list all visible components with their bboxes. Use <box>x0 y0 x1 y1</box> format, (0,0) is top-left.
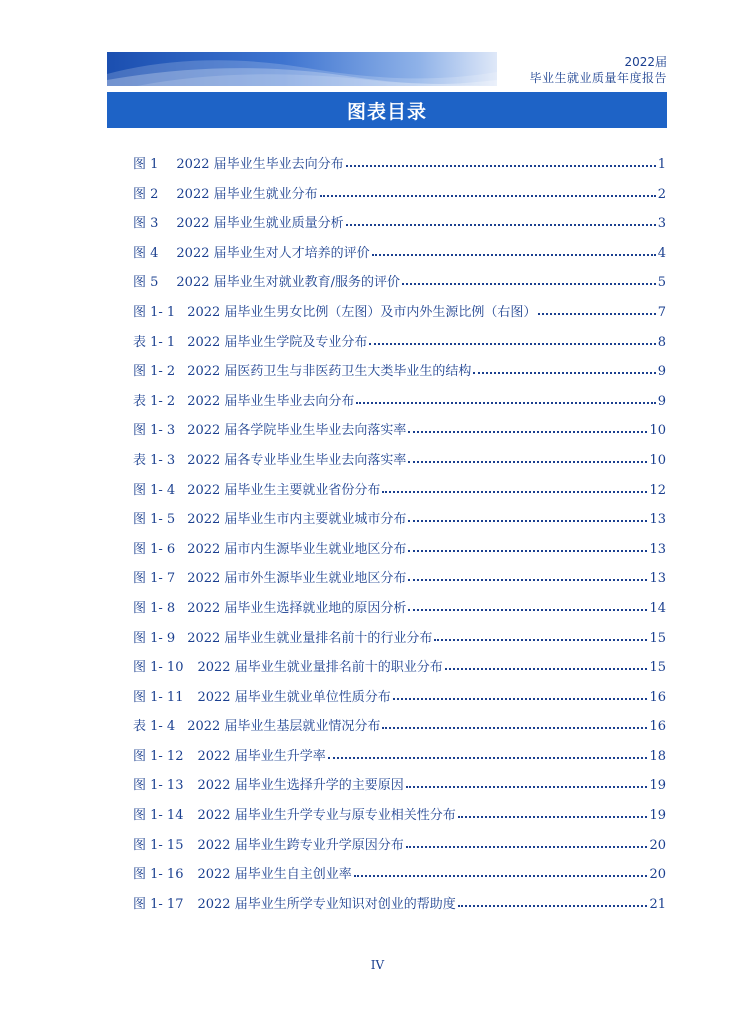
toc-entry-title: 2022 届毕业生就业质量分析 <box>176 216 344 232</box>
toc-entry[interactable] <box>133 744 666 774</box>
dot-leader <box>408 447 647 463</box>
dot-leader <box>473 358 655 374</box>
toc-entry-page: 9 <box>657 393 666 409</box>
toc-entry-page: 1 <box>657 157 666 172</box>
toc-entry[interactable] <box>133 330 666 360</box>
toc-entry[interactable] <box>133 182 666 212</box>
toc-entry-label: 图 1- 16 <box>133 867 184 883</box>
dot-leader <box>382 713 647 729</box>
toc-entry-label: 图 1- 5 <box>133 512 176 528</box>
dot-leader <box>393 684 648 700</box>
toc-entry-page: 14 <box>649 600 666 616</box>
toc-entry[interactable] <box>133 803 666 833</box>
toc-entry-label: 表 1- 4 <box>133 719 176 735</box>
report-title: 毕业生就业质量年度报告 <box>529 71 667 85</box>
toc-entry-page: 20 <box>649 837 666 853</box>
toc-entry-label: 图 1 <box>133 157 159 172</box>
report-year: 2022届 <box>624 55 667 69</box>
dot-leader <box>354 861 648 877</box>
toc-entry-title: 2022 届毕业生就业单位性质分布 <box>197 689 391 705</box>
toc-entry-title: 2022 届毕业生主要就业省份分布 <box>187 482 381 498</box>
toc-entry-title: 2022 届毕业生选择就业地的原因分析 <box>187 600 407 616</box>
toc-entry-label: 图 1- 10 <box>133 660 184 676</box>
dot-leader <box>538 299 655 315</box>
toc-entry-title: 2022 届毕业生升学率 <box>197 748 326 764</box>
toc-entry[interactable] <box>133 478 666 508</box>
toc-entry-page: 4 <box>657 245 666 261</box>
toc-entry-label: 图 1- 6 <box>133 541 176 557</box>
dot-leader <box>382 477 647 493</box>
dot-leader <box>445 654 648 670</box>
toc-entry-label: 图 1- 15 <box>133 837 184 853</box>
toc-entry-title: 2022 届市内生源毕业生就业地区分布 <box>187 541 407 557</box>
dot-leader <box>406 832 648 848</box>
toc-entry-title: 2022 届毕业生基层就业情况分布 <box>187 719 381 735</box>
toc-entry-page: 20 <box>649 867 666 883</box>
toc-entry[interactable] <box>133 655 666 685</box>
toc-entry[interactable] <box>133 537 666 567</box>
toc-entry[interactable] <box>133 833 666 863</box>
toc-entry-label: 图 1- 17 <box>133 896 184 912</box>
wave-decoration <box>107 52 497 86</box>
toc-entry[interactable] <box>133 270 666 300</box>
toc-entry-page: 7 <box>657 304 666 320</box>
toc-entry-label: 图 1- 14 <box>133 808 184 824</box>
toc-entry-title: 2022 届毕业生自主创业率 <box>197 867 352 883</box>
toc-entry-title: 2022 届各专业毕业生毕业去向落实率 <box>187 452 407 468</box>
toc-entry-title: 2022 届毕业生升学专业与原专业相关性分布 <box>197 808 456 824</box>
dot-leader <box>346 151 656 167</box>
toc-entry[interactable] <box>133 685 666 715</box>
toc-entry-page: 10 <box>649 423 666 439</box>
header-banner <box>107 52 497 86</box>
toc-entry[interactable] <box>133 773 666 803</box>
toc-entry[interactable] <box>133 448 666 478</box>
toc-entry-title: 2022 届毕业生市内主要就业城市分布 <box>187 512 407 528</box>
toc-entry[interactable] <box>133 596 666 626</box>
toc-entry-page: 8 <box>657 334 666 350</box>
toc-entry-title: 2022 届毕业生就业量排名前十的职业分布 <box>197 660 443 676</box>
toc-entry-label: 图 4 <box>133 245 159 261</box>
section-title: 图表目录 <box>346 100 427 123</box>
toc-entry-page: 12 <box>649 482 666 498</box>
toc-entry-label: 图 1- 11 <box>133 689 184 705</box>
toc-entry-page: 19 <box>649 778 666 794</box>
toc-entry-page: 15 <box>649 660 666 676</box>
toc-entry-title: 2022 届各学院毕业生毕业去向落实率 <box>187 423 407 439</box>
dot-leader <box>406 772 648 788</box>
toc-entry-label: 图 1- 13 <box>133 778 184 794</box>
toc-entry[interactable] <box>133 507 666 537</box>
toc-entry-title: 2022 届毕业生毕业去向分布 <box>176 157 344 172</box>
dot-leader <box>408 536 647 552</box>
toc-entry[interactable] <box>133 359 666 389</box>
toc-entry-label: 图 2 <box>133 186 159 202</box>
toc-entry-label: 表 1- 1 <box>133 334 176 350</box>
page-number: IV <box>370 958 385 972</box>
dot-leader <box>346 210 656 226</box>
toc-entry-page: 5 <box>657 275 666 291</box>
dot-leader <box>369 329 655 345</box>
dot-leader <box>402 269 656 285</box>
toc-entry[interactable] <box>133 389 666 419</box>
toc-entry[interactable] <box>133 300 666 330</box>
toc-entry[interactable] <box>133 241 666 271</box>
toc-entry-label: 表 1- 2 <box>133 393 176 409</box>
dot-leader <box>356 388 655 404</box>
toc-entry-page: 19 <box>649 808 666 824</box>
toc-entry-page: 13 <box>649 512 666 528</box>
toc-entry-page: 2 <box>657 186 666 202</box>
toc-entry-title: 2022 届毕业生学院及专业分布 <box>187 334 368 350</box>
dot-leader <box>320 181 656 197</box>
dot-leader <box>408 595 647 611</box>
toc-entry[interactable] <box>133 418 666 448</box>
dot-leader <box>458 802 648 818</box>
toc-entry-page: 15 <box>649 630 666 646</box>
toc-entry-title: 2022 届毕业生所学专业知识对创业的帮助度 <box>197 896 456 912</box>
toc-entry[interactable] <box>133 152 666 182</box>
toc-entry[interactable] <box>133 566 666 596</box>
table-of-figures <box>133 152 666 921</box>
dot-leader <box>458 891 648 907</box>
toc-entry-label: 图 1- 9 <box>133 630 176 646</box>
toc-entry-page: 21 <box>649 896 666 912</box>
dot-leader <box>408 506 647 522</box>
toc-entry[interactable] <box>133 714 666 744</box>
toc-entry-title: 2022 届毕业生毕业去向分布 <box>187 393 355 409</box>
toc-entry-label: 图 3 <box>133 216 159 232</box>
dot-leader <box>372 240 656 256</box>
dot-leader <box>328 743 648 759</box>
toc-entry-title: 2022 届医药卫生与非医药卫生大类毕业生的结构 <box>187 364 472 380</box>
toc-entry-page: 16 <box>649 719 666 735</box>
toc-entry[interactable] <box>133 892 666 922</box>
toc-entry-title: 2022 届毕业生男女比例（左图）及市内外生源比例（右图） <box>187 304 537 320</box>
toc-entry-title: 2022 届毕业生就业量排名前十的行业分布 <box>187 630 433 646</box>
section-title-bar <box>107 92 667 128</box>
toc-entry-title: 2022 届毕业生对人才培养的评价 <box>176 245 370 261</box>
toc-entry-page: 13 <box>649 541 666 557</box>
toc-entry-title: 2022 届毕业生就业分布 <box>176 186 318 202</box>
toc-entry-label: 表 1- 3 <box>133 452 176 468</box>
toc-entry-label: 图 1- 12 <box>133 748 184 764</box>
dot-leader <box>434 625 647 641</box>
toc-entry[interactable] <box>133 862 666 892</box>
toc-entry-page: 18 <box>649 748 666 764</box>
dot-leader <box>408 417 647 433</box>
toc-entry-title: 2022 届毕业生选择升学的主要原因 <box>197 778 404 794</box>
toc-entry-page: 13 <box>649 571 666 587</box>
toc-entry-page: 3 <box>657 216 666 232</box>
toc-entry-page: 10 <box>649 452 666 468</box>
toc-entry-page: 9 <box>657 364 666 380</box>
toc-entry-label: 图 5 <box>133 275 159 291</box>
toc-entry[interactable] <box>133 626 666 656</box>
toc-entry-label: 图 1- 3 <box>133 423 176 439</box>
toc-entry-title: 2022 届毕业生跨专业升学原因分布 <box>197 837 404 853</box>
toc-entry-title: 2022 届市外生源毕业生就业地区分布 <box>187 571 407 587</box>
toc-entry-label: 图 1- 7 <box>133 571 176 587</box>
toc-entry[interactable] <box>133 211 666 241</box>
dot-leader <box>408 565 647 581</box>
toc-entry-label: 图 1- 8 <box>133 600 176 616</box>
toc-entry-label: 图 1- 4 <box>133 482 176 498</box>
toc-entry-label: 图 1- 1 <box>133 304 176 320</box>
toc-entry-title: 2022 届毕业生对就业教育/服务的评价 <box>176 275 401 291</box>
toc-entry-page: 16 <box>649 689 666 705</box>
toc-entry-label: 图 1- 2 <box>133 364 176 380</box>
